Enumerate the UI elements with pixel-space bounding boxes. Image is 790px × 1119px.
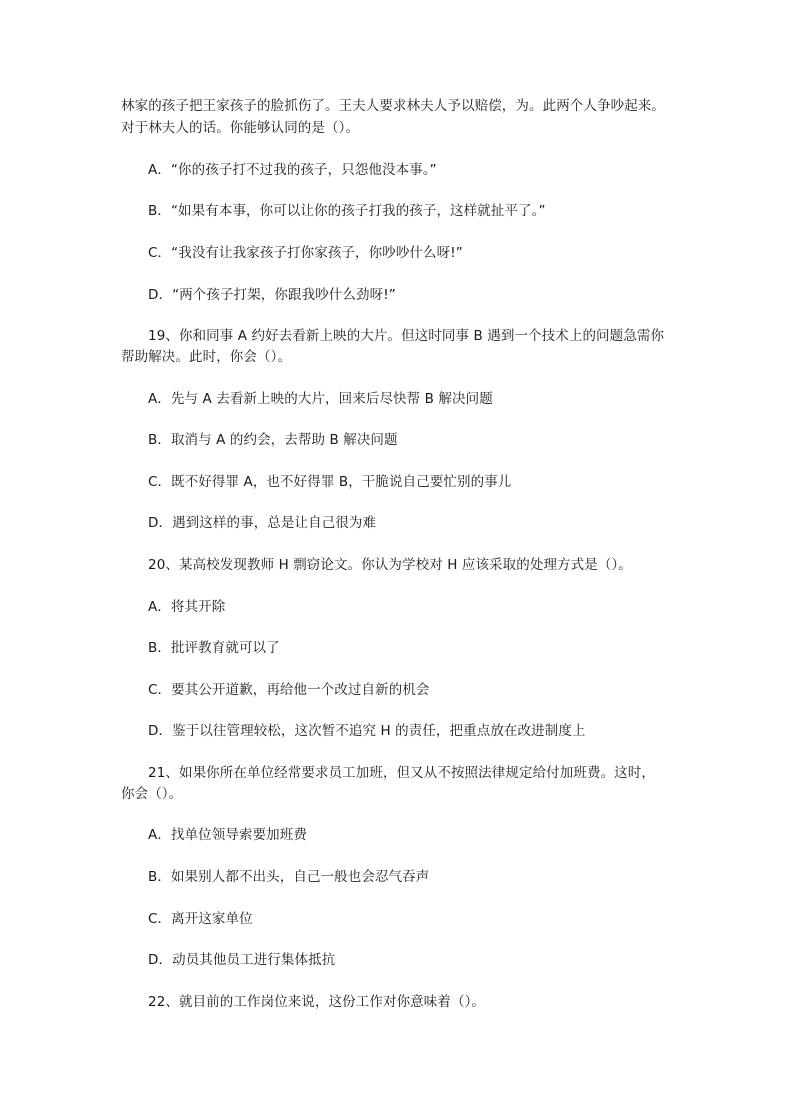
question-22-text: 22、就目前的工作岗位来说，这份工作对你意味着（）。 [148, 994, 486, 1010]
question-20-option-a: A．将其开除 [148, 599, 226, 615]
question-20-option-b: B．批评教育就可以了 [148, 640, 280, 656]
question-21-option-b: B．如果别人都不出头，自己一般也会忍气吞声 [148, 869, 430, 885]
question-21-option-c: C．离开这家单位 [148, 911, 253, 927]
question-18-option-b: B．“如果有本事，你可以让你的孩子打我的孩子，这样就扯平了。” [148, 203, 546, 219]
question-18-option-a: A．“你的孩子打不过我的孩子，只怨他没本事。” [148, 162, 437, 178]
question-19-text-line-2: 帮助解决。此时，你会（）。 [121, 349, 292, 365]
question-21-text-line-2: 你会（）。 [121, 786, 183, 802]
question-20-option-c: C．要其公开道歉，再给他一个改过自新的机会 [148, 682, 430, 698]
question-19-text-line-1: 19、你和同事 A 约好去看新上映的大片。但这时同事 B 遇到一个技术上的问题急需你 [148, 328, 665, 344]
question-18-option-c: C．“我没有让我家孩子打你家孩子，你吵吵什么呀!” [148, 245, 463, 261]
question-21-text-line-1: 21、如果你所在单位经常要求员工加班，但又从不按照法律规定给付加班费。这时， [148, 765, 655, 781]
question-19-option-a: A．先与 A 去看新上映的大片，回来后尽快帮 B 解决问题 [148, 391, 493, 407]
question-19-option-d: D．遇到这样的事，总是让自己很为难 [148, 515, 377, 531]
question-19-option-b: B．取消与 A 的约会，去帮助 B 解决问题 [148, 432, 398, 448]
question-18-option-d: D．“两个孩子打架，你跟我吵什么劲呀!” [148, 287, 396, 303]
question-21-option-a: A．找单位领导索要加班费 [148, 827, 307, 843]
question-18-text-line-1: 林家的孩子把王家孩子的脸抓伤了。王夫人要求林夫人予以赔偿，为。此两个人争吵起来。 [121, 98, 665, 114]
question-18-text-line-2: 对于林夫人的话。你能够认同的是（）。 [121, 120, 360, 136]
question-21-option-d: D．动员其他员工进行集体抵抗 [148, 952, 336, 968]
question-20-option-d: D．鉴于以往管理较松，这次暂不追究 H 的责任，把重点放在改进制度上 [148, 723, 586, 739]
question-19-option-c: C．既不好得罪 A，也不好得罪 B，干脆说自己要忙别的事儿 [148, 474, 512, 490]
question-20-text: 20、某高校发现教师 H 剽窃论文。你认为学校对 H 应该采取的处理方式是（）。 [148, 557, 632, 573]
